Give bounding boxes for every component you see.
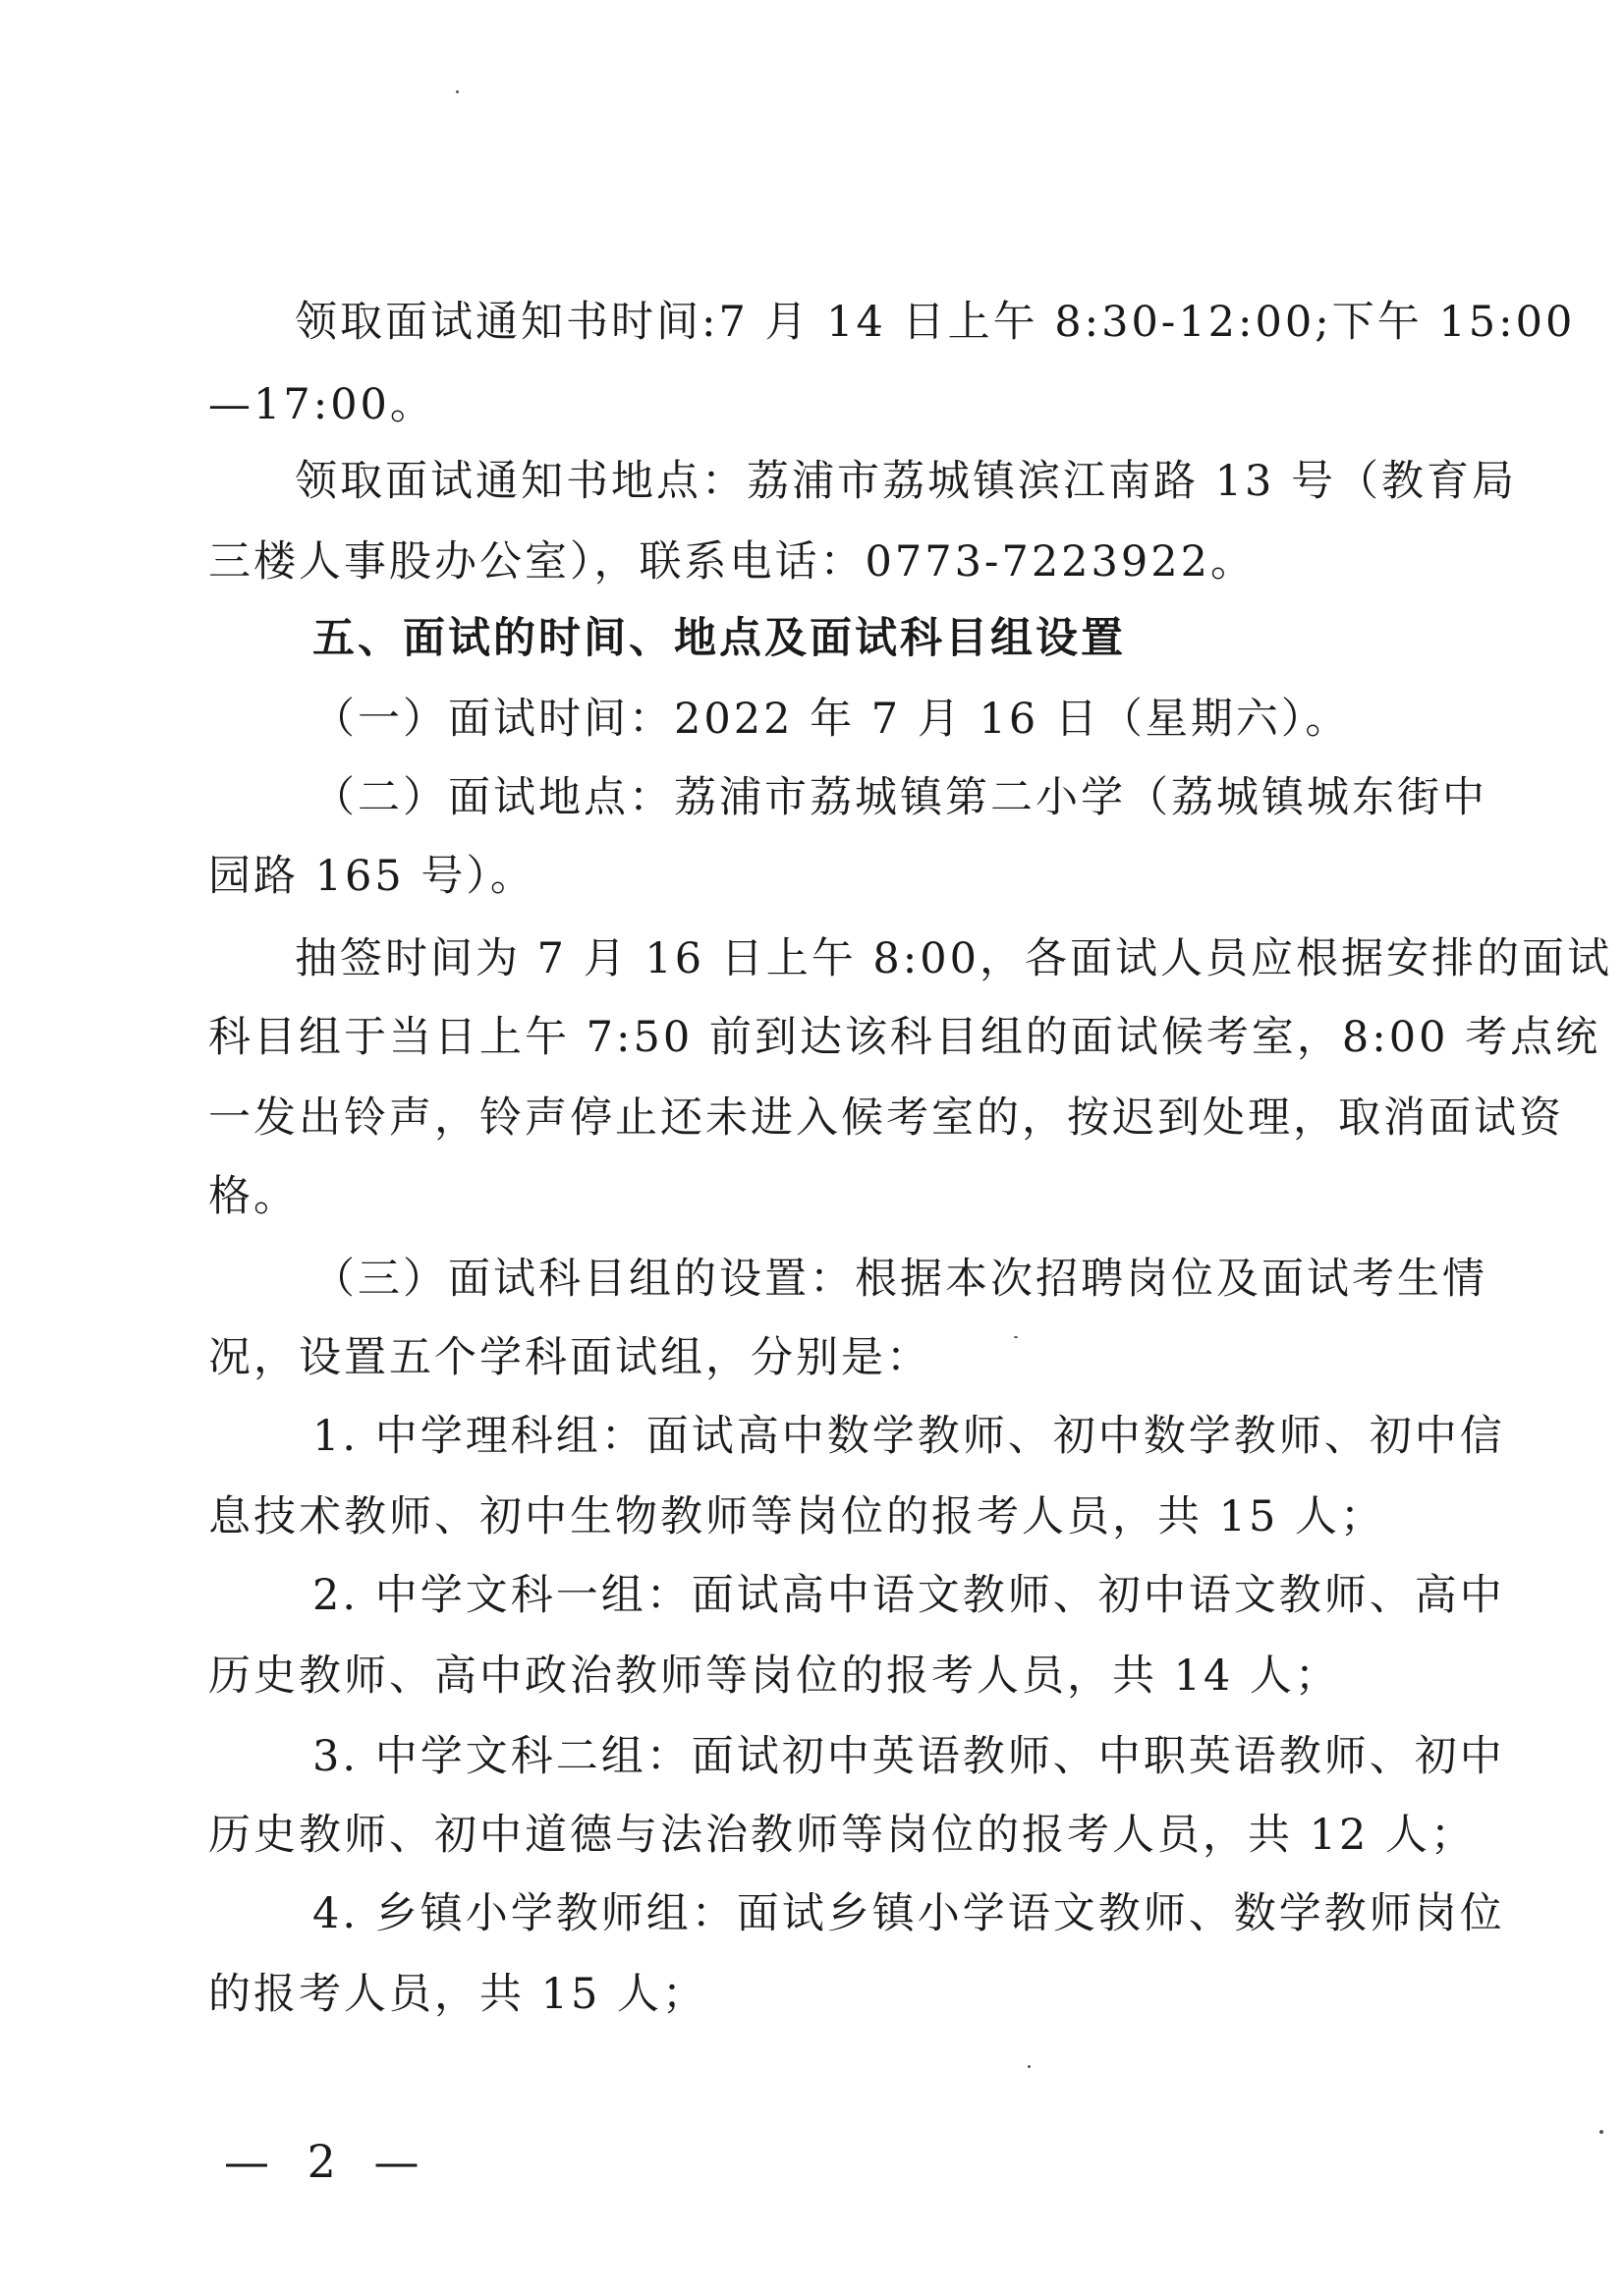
paragraph-line-9: 抽签时间为 7 月 16 日上午 8:00，各面试人员应根据安排的面试 [295,934,1612,983]
paragraph-line-12: 格。 [208,1172,299,1221]
paragraph-line-11: 一发出铃声，铃声停止还未进入候考室的，按迟到处理，取消面试资 [208,1093,1564,1143]
paragraph-line-6: （一）面试时间：2022 年 7 月 16 日（星期六）。 [312,695,1351,744]
paragraph-line-19: 3. 中学文科二组：面试初中英语教师、中职英语教师、初中 [312,1732,1505,1781]
scan-speck [1028,2065,1031,2068]
scan-speck [1014,1336,1018,1338]
paragraph-line-3: 领取面试通知书地点：荔浦市荔城镇滨江南路 13 号（教育局 [295,457,1518,506]
scan-speck [456,90,459,93]
paragraph-line-20: 历史教师、初中道德与法治教师等岗位的报考人员，共 12 人； [208,1811,1477,1860]
paragraph-line-13: （三）面试科目组的设置：根据本次招聘岗位及面试考生情 [312,1255,1487,1304]
scan-speck [1599,2130,1603,2134]
paragraph-line-18: 历史教师、高中政治教师等岗位的报考人员，共 14 人； [208,1651,1341,1701]
page-number: — 2 — [224,2135,431,2188]
paragraph-line-17: 2. 中学文科一组：面试高中语文教师、初中语文教师、高中 [312,1571,1505,1620]
paragraph-line-16: 息技术教师、初中生物教师等岗位的报考人员，共 15 人； [208,1492,1386,1541]
paragraph-line-1: 领取面试通知书时间:7 月 14 日上午 8:30-12:00;下午 15:00 [295,298,1576,347]
paragraph-line-10: 科目组于当日上午 7:50 前到达该科目组的面试候考室，8:00 考点统 [208,1013,1601,1062]
paragraph-line-22: 的报考人员，共 15 人； [208,1970,708,2019]
paragraph-line-15: 1. 中学理科组：面试高中数学教师、初中数学教师、初中信 [312,1412,1505,1461]
paragraph-line-2: —17:00。 [208,380,435,429]
paragraph-line-21: 4. 乡镇小学教师组：面试乡镇小学语文教师、数学教师岗位 [312,1889,1505,1938]
paragraph-line-8: 园路 165 号）。 [208,852,535,901]
section-heading: 五、面试的时间、地点及面试科目组设置 [312,614,1126,663]
paragraph-line-14: 况，设置五个学科面试组，分别是： [208,1333,931,1382]
paragraph-line-4: 三楼人事股办公室），联系电话：0773-7223922。 [208,537,1256,587]
paragraph-line-7: （二）面试地点：荔浦市荔城镇第二小学（荔城镇城东街中 [312,773,1487,822]
